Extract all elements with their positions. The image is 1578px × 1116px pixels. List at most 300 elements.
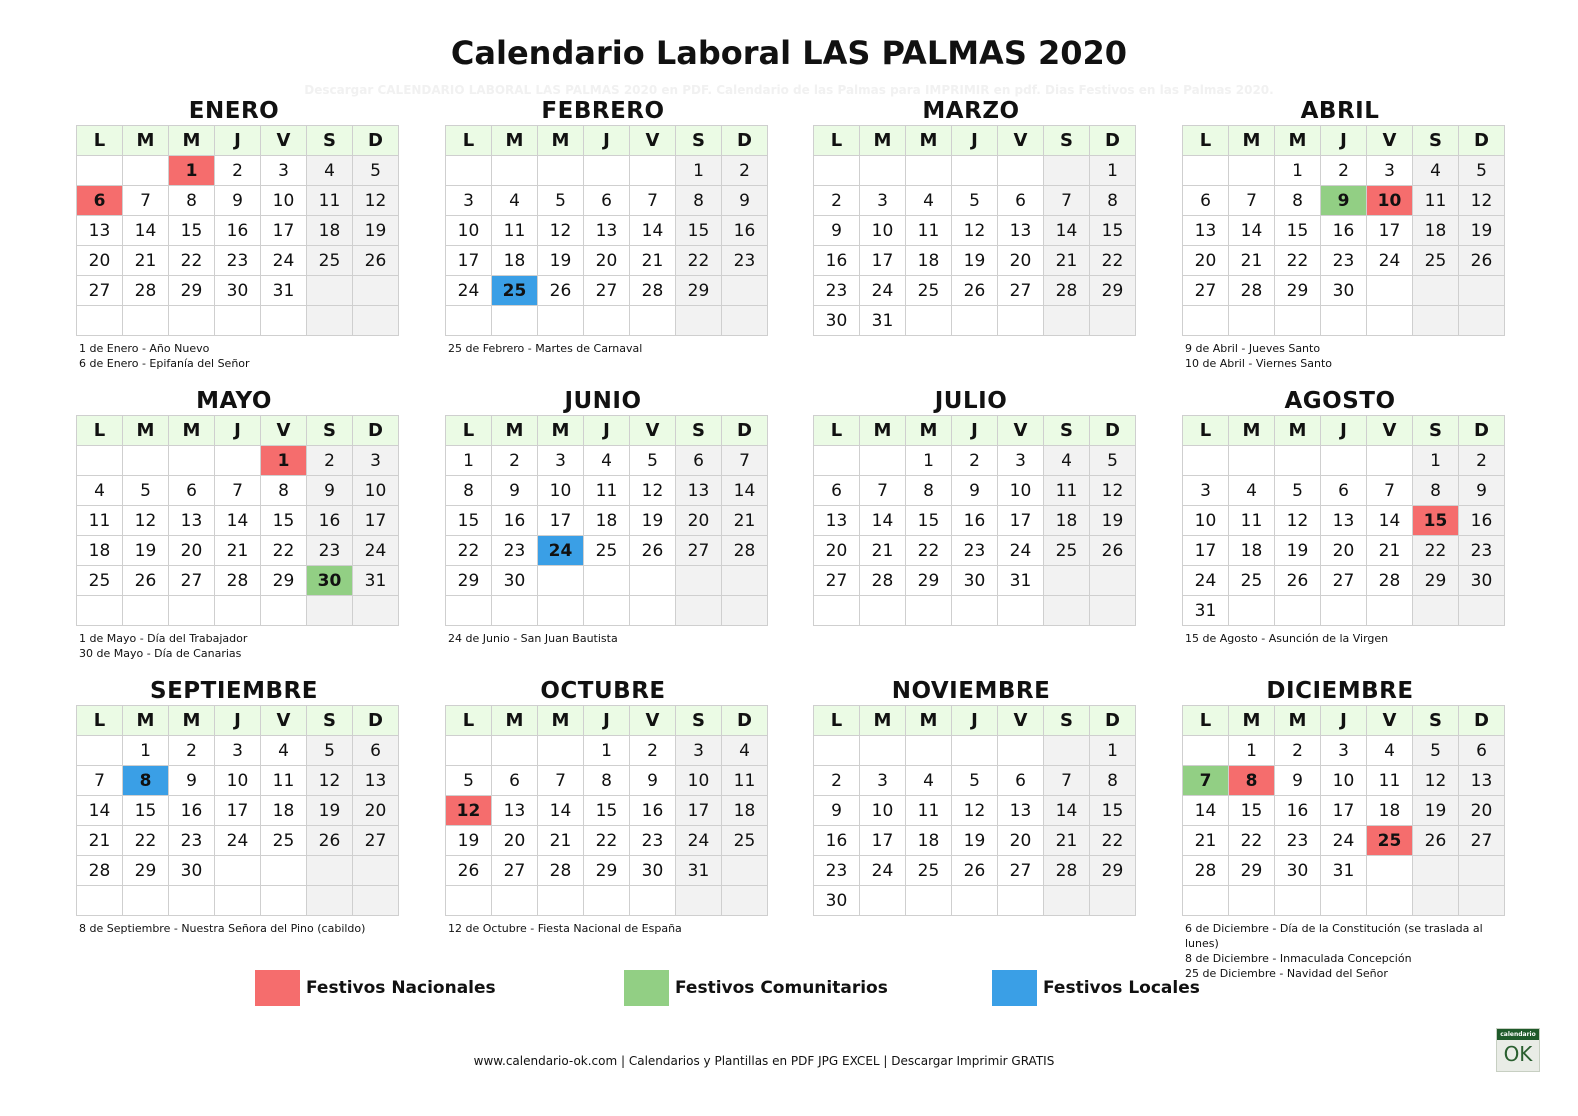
empty-cell: [952, 306, 998, 336]
day-cell: 8: [261, 476, 307, 506]
day-cell: 31: [1183, 596, 1229, 626]
day-cell: 3: [1367, 156, 1413, 186]
day-cell: 1: [1090, 156, 1136, 186]
month-table: [813, 415, 1136, 626]
weekday-header: D: [1090, 706, 1136, 736]
holiday-note: 15 de Agosto - Asunción de la Virgen: [1185, 632, 1389, 645]
week-row: [77, 886, 399, 916]
empty-cell: [169, 886, 215, 916]
day-cell: 28: [77, 856, 123, 886]
month-name: FEBRERO: [541, 98, 665, 124]
week-row: [814, 186, 1136, 216]
day-cell: 3: [538, 446, 584, 476]
week-row: [814, 826, 1136, 856]
day-cell: 21: [1183, 826, 1229, 856]
weekday-header: J: [1321, 416, 1367, 446]
empty-cell: [676, 886, 722, 916]
holiday-note: 24 de Junio - San Juan Bautista: [448, 632, 618, 645]
empty-cell: [307, 886, 353, 916]
empty-cell: [123, 306, 169, 336]
empty-cell: [1229, 306, 1275, 336]
day-cell: 20: [492, 826, 538, 856]
holiday-day-cell: 12: [446, 796, 492, 826]
day-cell: 29: [1229, 856, 1275, 886]
empty-cell: [952, 886, 998, 916]
weekday-header: D: [722, 126, 768, 156]
empty-cell: [1275, 886, 1321, 916]
day-cell: 6: [492, 766, 538, 796]
empty-cell: [446, 156, 492, 186]
weekday-header: D: [1090, 416, 1136, 446]
day-cell: 27: [1183, 276, 1229, 306]
day-cell: 29: [676, 276, 722, 306]
weekday-header-row: [77, 416, 399, 446]
day-cell: 5: [538, 186, 584, 216]
day-cell: 26: [1090, 536, 1136, 566]
footer-text[interactable]: www.calendario-ok.com | Calendarios y Plantillas en PDF JPG EXCEL | Descargar Imprimir GRATIS: [473, 1054, 1055, 1068]
day-cell: 4: [1413, 156, 1459, 186]
empty-cell: [1229, 596, 1275, 626]
day-cell: 21: [215, 536, 261, 566]
weekday-header: J: [1321, 126, 1367, 156]
day-cell: 18: [906, 826, 952, 856]
day-cell: 16: [952, 506, 998, 536]
day-cell: 9: [307, 476, 353, 506]
holiday-note: 8 de Diciembre - Inmaculada Concepción: [1185, 952, 1412, 965]
holiday-note: 12 de Octubre - Fiesta Nacional de España: [448, 922, 682, 935]
week-row: [1183, 246, 1505, 276]
weekday-header: V: [261, 416, 307, 446]
weekday-header: J: [952, 416, 998, 446]
day-cell: 1: [1090, 736, 1136, 766]
week-row: [1183, 826, 1505, 856]
month-name: AGOSTO: [1284, 388, 1396, 414]
day-cell: 19: [538, 246, 584, 276]
weekday-header: L: [446, 126, 492, 156]
day-cell: 3: [446, 186, 492, 216]
empty-cell: [860, 156, 906, 186]
holiday-day-cell: 7: [1183, 766, 1229, 796]
day-cell: 4: [492, 186, 538, 216]
legend-nacional: [255, 970, 496, 1006]
weekday-header: L: [814, 706, 860, 736]
empty-cell: [1413, 306, 1459, 336]
empty-cell: [353, 306, 399, 336]
month-table: [445, 125, 768, 336]
week-row: [1183, 886, 1505, 916]
weekday-header: V: [630, 126, 676, 156]
weekday-header: M: [123, 416, 169, 446]
weekday-header: L: [814, 126, 860, 156]
day-cell: 20: [584, 246, 630, 276]
day-cell: 31: [353, 566, 399, 596]
weekday-header: M: [492, 706, 538, 736]
empty-cell: [630, 156, 676, 186]
day-cell: 1: [446, 446, 492, 476]
empty-cell: [1090, 596, 1136, 626]
weekday-header-row: [446, 706, 768, 736]
day-cell: 22: [1090, 246, 1136, 276]
day-cell: 6: [1459, 736, 1505, 766]
week-row: [77, 246, 399, 276]
empty-cell: [77, 736, 123, 766]
empty-cell: [446, 886, 492, 916]
day-cell: 24: [353, 536, 399, 566]
empty-cell: [860, 886, 906, 916]
week-row: [446, 306, 768, 336]
day-cell: 6: [814, 476, 860, 506]
day-cell: 5: [630, 446, 676, 476]
day-cell: 12: [1413, 766, 1459, 796]
day-cell: 25: [584, 536, 630, 566]
weekday-header: V: [630, 416, 676, 446]
day-cell: 24: [261, 246, 307, 276]
day-cell: 5: [446, 766, 492, 796]
logo-ok-text: OK: [1503, 1042, 1533, 1066]
day-cell: 24: [998, 536, 1044, 566]
weekday-header: V: [998, 416, 1044, 446]
day-cell: 13: [353, 766, 399, 796]
holiday-day-cell: 24: [538, 536, 584, 566]
day-cell: 19: [123, 536, 169, 566]
day-cell: 4: [584, 446, 630, 476]
day-cell: 12: [1090, 476, 1136, 506]
empty-cell: [123, 446, 169, 476]
month-table: [1182, 125, 1505, 336]
weekday-header: M: [1229, 126, 1275, 156]
day-cell: 30: [1275, 856, 1321, 886]
empty-cell: [123, 886, 169, 916]
empty-cell: [353, 886, 399, 916]
empty-cell: [1090, 566, 1136, 596]
weekday-header: S: [1044, 126, 1090, 156]
empty-cell: [307, 856, 353, 886]
empty-cell: [261, 886, 307, 916]
empty-cell: [1229, 156, 1275, 186]
empty-cell: [814, 596, 860, 626]
weekday-header: L: [77, 126, 123, 156]
week-row: [1183, 506, 1505, 536]
week-row: [1183, 856, 1505, 886]
day-cell: 6: [1183, 186, 1229, 216]
weekday-header: J: [952, 706, 998, 736]
empty-cell: [630, 306, 676, 336]
day-cell: 4: [1044, 446, 1090, 476]
holiday-note: 9 de Abril - Jueves Santo: [1185, 342, 1321, 355]
week-row: [1183, 536, 1505, 566]
day-cell: 13: [1459, 766, 1505, 796]
day-cell: 17: [353, 506, 399, 536]
day-cell: 18: [1229, 536, 1275, 566]
day-cell: 14: [630, 216, 676, 246]
week-row: [77, 216, 399, 246]
holiday-day-cell: 30: [307, 566, 353, 596]
day-cell: 31: [998, 566, 1044, 596]
weekday-header: J: [584, 416, 630, 446]
holiday-note: 6 de Diciembre - Día de la Constitución (se traslada al lunes): [1185, 922, 1483, 950]
month-abril: [1182, 98, 1498, 371]
day-cell: 24: [676, 826, 722, 856]
weekday-header: M: [906, 416, 952, 446]
empty-cell: [215, 446, 261, 476]
weekday-header: D: [353, 706, 399, 736]
day-cell: 11: [906, 796, 952, 826]
holiday-day-cell: 15: [1413, 506, 1459, 536]
week-row: [77, 276, 399, 306]
weekday-header: L: [1183, 416, 1229, 446]
day-cell: 19: [1459, 216, 1505, 246]
weekday-header: M: [1275, 416, 1321, 446]
weekday-header: M: [169, 416, 215, 446]
day-cell: 30: [952, 566, 998, 596]
day-cell: 15: [1090, 796, 1136, 826]
day-cell: 19: [630, 506, 676, 536]
weekday-header: M: [860, 706, 906, 736]
day-cell: 8: [169, 186, 215, 216]
day-cell: 5: [307, 736, 353, 766]
week-row: [446, 476, 768, 506]
empty-cell: [1459, 276, 1505, 306]
day-cell: 22: [1275, 246, 1321, 276]
empty-cell: [353, 596, 399, 626]
weekday-header: M: [169, 126, 215, 156]
day-cell: 3: [1321, 736, 1367, 766]
empty-cell: [998, 736, 1044, 766]
day-cell: 9: [630, 766, 676, 796]
week-row: [814, 796, 1136, 826]
empty-cell: [77, 156, 123, 186]
weekday-header: S: [1413, 416, 1459, 446]
weekday-header: M: [1275, 126, 1321, 156]
week-row: [814, 566, 1136, 596]
day-cell: 23: [722, 246, 768, 276]
day-cell: 17: [860, 246, 906, 276]
day-cell: 24: [860, 276, 906, 306]
day-cell: 19: [1275, 536, 1321, 566]
empty-cell: [1413, 886, 1459, 916]
weekday-header: M: [492, 126, 538, 156]
weekday-header: J: [952, 126, 998, 156]
empty-cell: [1459, 856, 1505, 886]
empty-cell: [1367, 856, 1413, 886]
day-cell: 10: [353, 476, 399, 506]
weekday-header-row: [77, 126, 399, 156]
empty-cell: [77, 306, 123, 336]
empty-cell: [261, 306, 307, 336]
empty-cell: [676, 566, 722, 596]
day-cell: 10: [998, 476, 1044, 506]
day-cell: 10: [538, 476, 584, 506]
week-row: [77, 446, 399, 476]
day-cell: 29: [1090, 276, 1136, 306]
day-cell: 29: [1090, 856, 1136, 886]
empty-cell: [1413, 276, 1459, 306]
day-cell: 13: [1321, 506, 1367, 536]
day-cell: 24: [1183, 566, 1229, 596]
empty-cell: [446, 596, 492, 626]
day-cell: 24: [446, 276, 492, 306]
weekday-header: J: [584, 126, 630, 156]
empty-cell: [998, 886, 1044, 916]
day-cell: 10: [860, 216, 906, 246]
holiday-note: 25 de Diciembre - Navidad del Señor: [1185, 967, 1388, 980]
holiday-note: 25 de Febrero - Martes de Carnaval: [448, 342, 643, 355]
day-cell: 13: [169, 506, 215, 536]
weekday-header: S: [1044, 416, 1090, 446]
week-row: [446, 156, 768, 186]
empty-cell: [492, 596, 538, 626]
day-cell: 13: [1183, 216, 1229, 246]
day-cell: 20: [998, 826, 1044, 856]
day-cell: 1: [1275, 156, 1321, 186]
day-cell: 21: [1229, 246, 1275, 276]
day-cell: 30: [1321, 276, 1367, 306]
day-cell: 22: [1229, 826, 1275, 856]
day-cell: 14: [1044, 216, 1090, 246]
day-cell: 2: [492, 446, 538, 476]
empty-cell: [952, 156, 998, 186]
day-cell: 21: [538, 826, 584, 856]
day-cell: 11: [1229, 506, 1275, 536]
day-cell: 6: [169, 476, 215, 506]
legend-local-swatch: [992, 970, 1037, 1006]
empty-cell: [307, 276, 353, 306]
day-cell: 30: [814, 306, 860, 336]
month-marzo: [813, 98, 1129, 341]
empty-cell: [630, 566, 676, 596]
day-cell: 25: [722, 826, 768, 856]
day-cell: 4: [1229, 476, 1275, 506]
week-row: [77, 856, 399, 886]
day-cell: 25: [307, 246, 353, 276]
day-cell: 9: [952, 476, 998, 506]
weekday-header: V: [1367, 706, 1413, 736]
day-cell: 19: [446, 826, 492, 856]
empty-cell: [584, 156, 630, 186]
empty-cell: [584, 596, 630, 626]
day-cell: 7: [123, 186, 169, 216]
day-cell: 27: [492, 856, 538, 886]
day-cell: 19: [952, 246, 998, 276]
day-cell: 13: [998, 216, 1044, 246]
weekday-header: V: [630, 706, 676, 736]
day-cell: 17: [1183, 536, 1229, 566]
day-cell: 27: [584, 276, 630, 306]
day-cell: 17: [446, 246, 492, 276]
week-row: [1183, 566, 1505, 596]
weekday-header: M: [492, 416, 538, 446]
weekday-header: M: [860, 126, 906, 156]
day-cell: 16: [814, 246, 860, 276]
day-cell: 28: [630, 276, 676, 306]
week-row: [1183, 156, 1505, 186]
day-cell: 9: [215, 186, 261, 216]
day-cell: 26: [952, 276, 998, 306]
weekday-header: M: [123, 126, 169, 156]
day-cell: 13: [492, 796, 538, 826]
empty-cell: [676, 596, 722, 626]
weekday-header-row: [814, 706, 1136, 736]
week-row: [446, 276, 768, 306]
day-cell: 31: [1321, 856, 1367, 886]
day-cell: 29: [446, 566, 492, 596]
day-cell: 18: [1044, 506, 1090, 536]
week-row: [446, 216, 768, 246]
day-cell: 8: [584, 766, 630, 796]
day-cell: 13: [77, 216, 123, 246]
day-cell: 23: [1321, 246, 1367, 276]
empty-cell: [492, 886, 538, 916]
page-title: Calendario Laboral LAS PALMAS 2020: [450, 34, 1128, 72]
empty-cell: [169, 596, 215, 626]
weekday-header: M: [906, 126, 952, 156]
weekday-header-row: [814, 126, 1136, 156]
empty-cell: [1044, 156, 1090, 186]
day-cell: 26: [353, 246, 399, 276]
day-cell: 10: [446, 216, 492, 246]
day-cell: 29: [906, 566, 952, 596]
day-cell: 16: [722, 216, 768, 246]
holiday-day-cell: 8: [123, 766, 169, 796]
day-cell: 18: [307, 216, 353, 246]
holiday-note: 8 de Septiembre - Nuestra Señora del Pino (cabildo): [79, 922, 366, 935]
week-row: [814, 156, 1136, 186]
day-cell: 11: [77, 506, 123, 536]
empty-cell: [215, 306, 261, 336]
weekday-header: J: [1321, 706, 1367, 736]
day-cell: 11: [906, 216, 952, 246]
week-row: [77, 156, 399, 186]
weekday-header: M: [906, 706, 952, 736]
weekday-header: V: [998, 706, 1044, 736]
day-cell: 27: [998, 856, 1044, 886]
week-row: [814, 476, 1136, 506]
empty-cell: [860, 446, 906, 476]
day-cell: 9: [492, 476, 538, 506]
month-table: [813, 705, 1136, 916]
day-cell: 27: [169, 566, 215, 596]
holiday-note: 10 de Abril - Viernes Santo: [1185, 357, 1332, 370]
day-cell: 11: [307, 186, 353, 216]
empty-cell: [123, 596, 169, 626]
empty-cell: [860, 736, 906, 766]
day-cell: 1: [1413, 446, 1459, 476]
day-cell: 19: [1413, 796, 1459, 826]
day-cell: 22: [584, 826, 630, 856]
day-cell: 2: [307, 446, 353, 476]
empty-cell: [215, 856, 261, 886]
month-name: MARZO: [922, 98, 1020, 124]
day-cell: 26: [1275, 566, 1321, 596]
day-cell: 7: [1229, 186, 1275, 216]
day-cell: 18: [584, 506, 630, 536]
empty-cell: [538, 886, 584, 916]
day-cell: 5: [1090, 446, 1136, 476]
week-row: [77, 796, 399, 826]
day-cell: 26: [1459, 246, 1505, 276]
day-cell: 6: [998, 766, 1044, 796]
weekday-header: S: [307, 126, 353, 156]
empty-cell: [722, 566, 768, 596]
day-cell: 2: [952, 446, 998, 476]
day-cell: 20: [1321, 536, 1367, 566]
day-cell: 9: [169, 766, 215, 796]
day-cell: 9: [722, 186, 768, 216]
day-cell: 24: [1367, 246, 1413, 276]
day-cell: 2: [169, 736, 215, 766]
weekday-header: D: [1459, 706, 1505, 736]
calendario-ok-logo[interactable]: [1496, 1028, 1540, 1072]
